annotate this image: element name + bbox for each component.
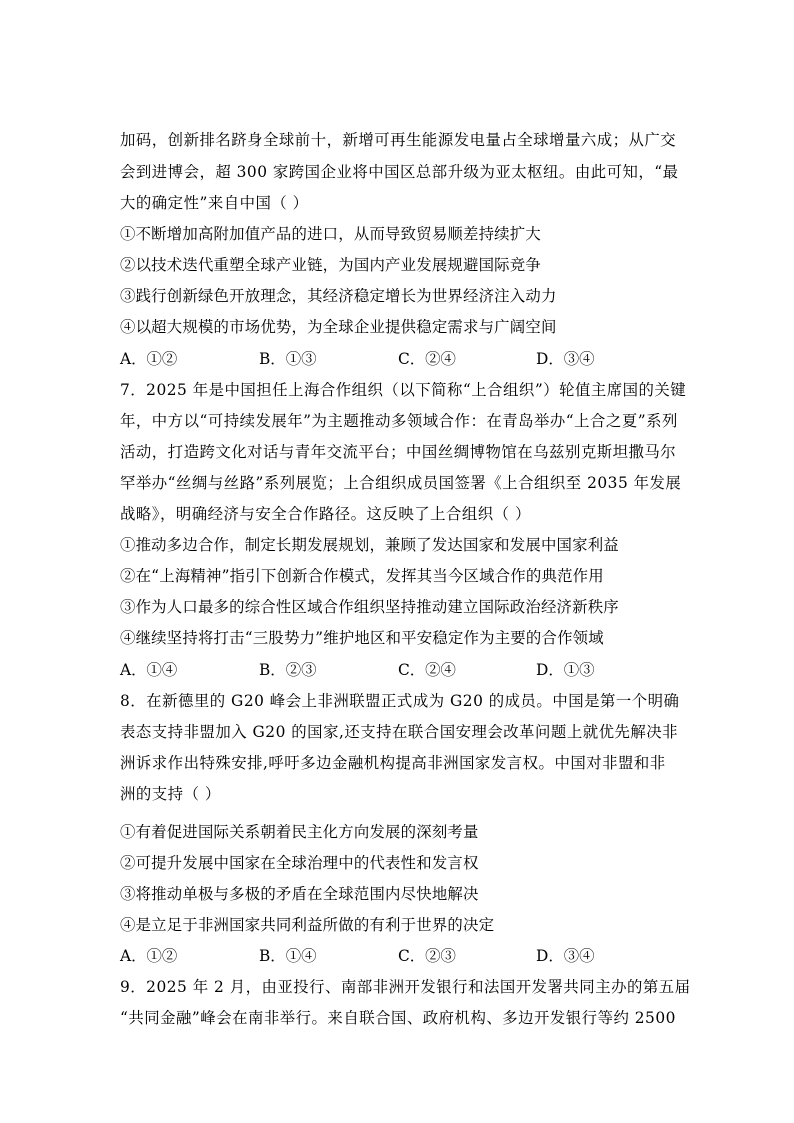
q7-stem-line: 年，中方以“可持续发展年”为主题推动多领域合作：在青岛举办“上合之夏”系列 <box>120 412 678 430</box>
q8-stem-line: 表态支持非盟加入 G20 的国家,还支持在联合国安理会改革问题上就优先解决非 <box>120 723 679 741</box>
q6-stem-line: 大的确定性”来自中国（ ） <box>120 194 309 212</box>
q7-stem-line: 罕举办“丝绸与丝路”系列展览；上合组织成员国签署《上合组织至 2035 年发展 <box>120 474 682 492</box>
q8-choice-a: A．①② <box>120 947 178 965</box>
q8-option-3: ③将推动单极与多极的矛盾在全球范围内尽快地解决 <box>120 885 479 903</box>
q9-stem-line: 9．2025 年 2 月，由亚投行、南部非洲开发银行和法国开发署共同主办的第五届 <box>120 978 691 996</box>
q6-stem-line: 加码，创新排名跻身全球前十，新增可再生能源发电量占全球增量六成；从广交 <box>120 131 677 149</box>
q8-choices <box>120 946 680 966</box>
q7-choice-b: B．②③ <box>259 661 317 679</box>
q6-option-2: ②以技术迭代重塑全球产业链，为国内产业发展规避国际竞争 <box>120 256 541 274</box>
q6-choice-c: C．②④ <box>398 350 456 368</box>
q7-stem-line: 战略》，明确经济与安全合作路径。这反映了上合组织（ ） <box>120 505 531 523</box>
q7-option-1: ①推动多边合作，制定长期发展规划，兼顾了发达国家和发展中国家利益 <box>120 536 619 554</box>
q6-choice-a: A．①② <box>120 350 178 368</box>
q7-choice-c: C．②④ <box>398 661 456 679</box>
q7-option-4: ④继续坚持将打击“三股势力”维护地区和平安稳定作为主要的合作领域 <box>120 629 604 647</box>
q7-option-3: ③作为人口最多的综合性区域合作组织坚持推动建立国际政治经济新秩序 <box>120 598 619 616</box>
q6-stem-line: 会到进博会，超 300 家跨国企业将中国区总部升级为亚太枢纽。由此可知，“最 <box>120 163 679 181</box>
q7-stem-line: 7．2025 年是中国担任上海合作组织（以下简称“上合组织”）轮值主席国的关键 <box>120 381 687 399</box>
q8-stem-line: 洲的支持（ ） <box>120 785 221 803</box>
q7-stem-line: 活动，打造跨文化对话与青年交流平台；中国丝绸博物馆在乌兹别克斯坦撒马尔 <box>120 443 677 461</box>
q6-option-3: ③践行创新绿色开放理念，其经济稳定增长为世界经济注入动力 <box>120 287 557 305</box>
q7-choice-d: D．①③ <box>536 661 595 679</box>
q6-choices <box>120 349 680 369</box>
q8-choice-c: C．②③ <box>398 947 456 965</box>
q6-choice-d: D．③④ <box>536 350 595 368</box>
q7-option-2: ②在“上海精神”指引下创新合作模式，发挥其当今区域合作的典范作用 <box>120 567 604 585</box>
q8-option-1: ①有着促进国际关系朝着民主化方向发展的深刻考量 <box>120 823 479 841</box>
q8-choice-b: B．①④ <box>259 947 317 965</box>
q6-option-4: ④以超大规模的市场优势，为全球企业提供稳定需求与广阔空间 <box>120 318 557 336</box>
q8-stem-line: 8．在新德里的 G20 峰会上非洲联盟正式成为 G20 的成员。中国是第一个明确 <box>120 692 680 710</box>
q7-choices <box>120 660 680 680</box>
q8-choice-d: D．③④ <box>536 947 595 965</box>
q6-choice-b: B．①③ <box>259 350 317 368</box>
q8-option-4: ④是立足于非洲国家共同利益所做的有利于世界的决定 <box>120 916 495 934</box>
q8-option-2: ②可提升发展中国家在全球治理中的代表性和发言权 <box>120 854 479 872</box>
q8-stem-line: 洲诉求作出特殊安排,呼吁多边金融机构提高非洲国家发言权。中国对非盟和非 <box>120 754 666 772</box>
q6-option-1: ①不断增加高附加值产品的进口，从而导致贸易顺差持续扩大 <box>120 225 541 243</box>
q9-stem-line: “共同金融”峰会在南非举行。来自联合国、政府机构、多边开发银行等约 2500 <box>120 1009 676 1027</box>
q7-choice-a: A．①④ <box>120 661 178 679</box>
